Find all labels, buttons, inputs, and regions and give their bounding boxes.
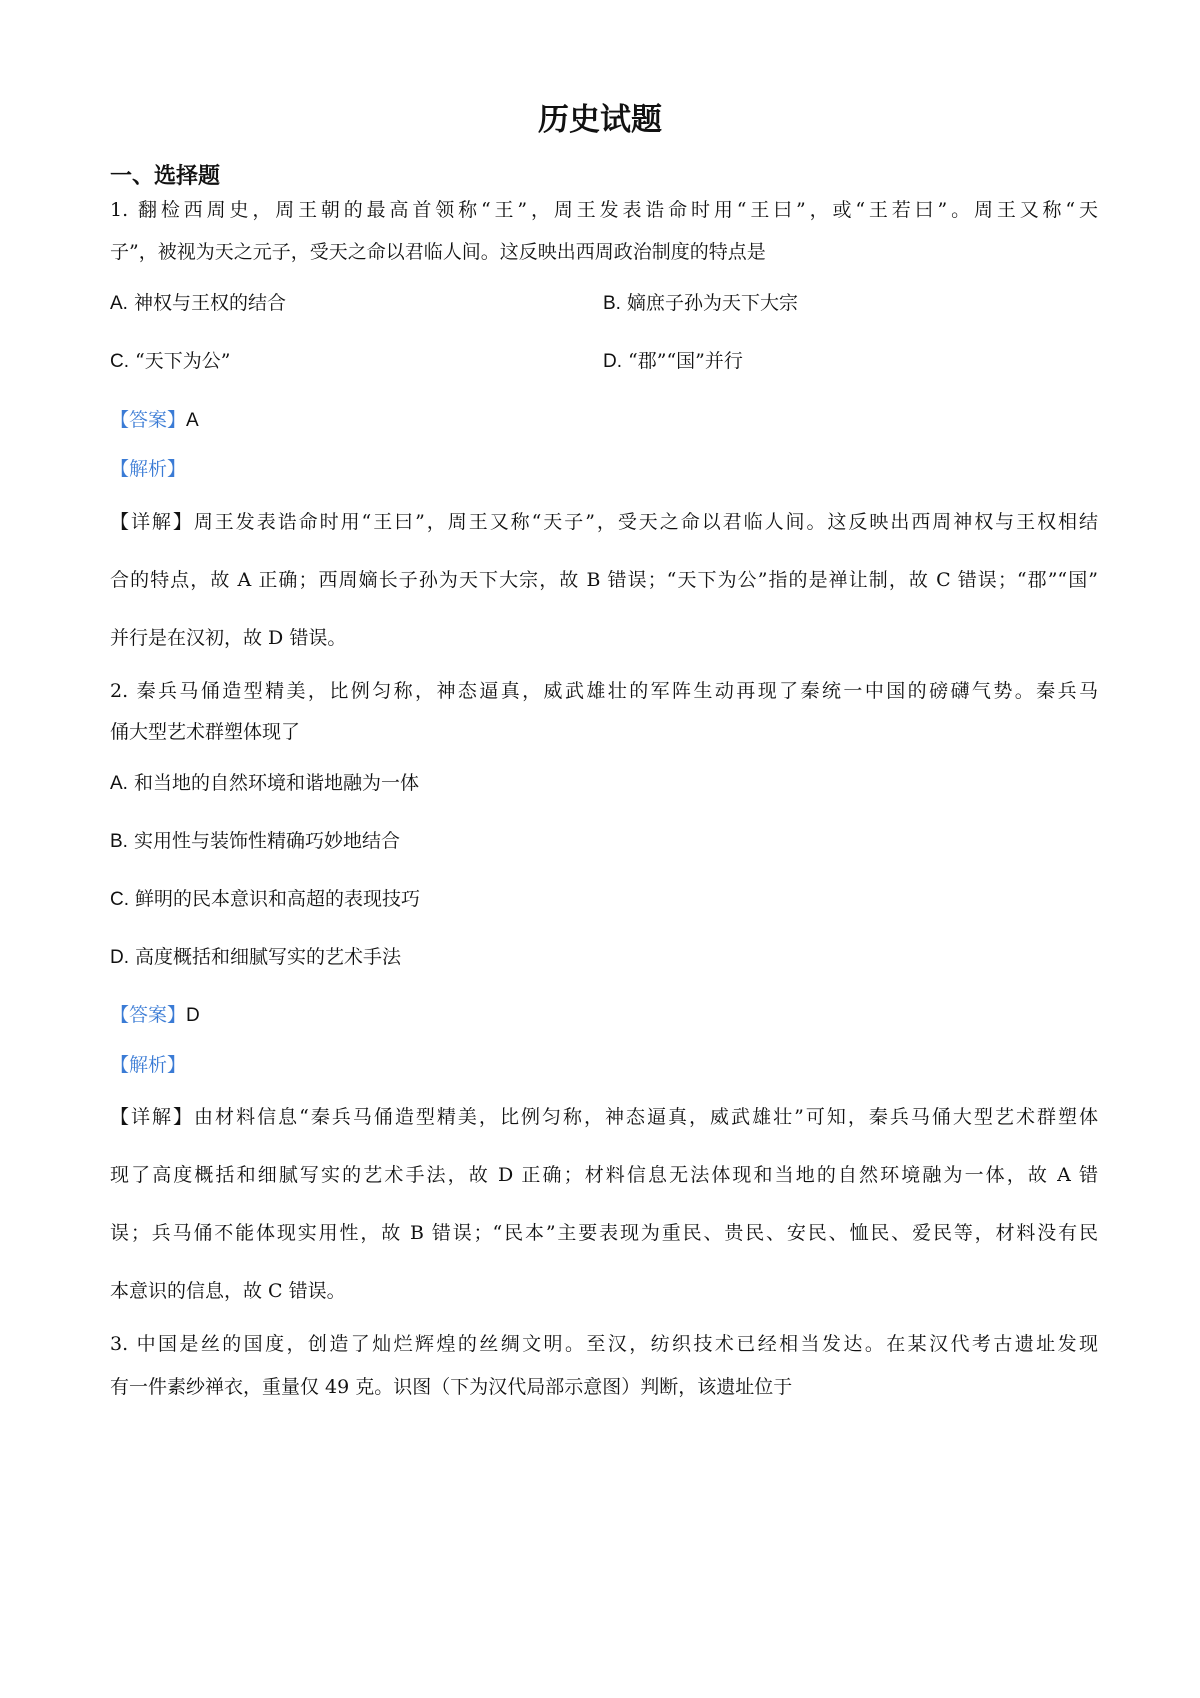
- q1-stem-line-2: 子”，被视为天之元子，受天之命以君临人间。这反映出西周政治制度的特点是: [110, 241, 766, 263]
- option-letter: C.: [110, 889, 129, 910]
- option-text: “郡”“国”并行: [628, 350, 743, 372]
- answer-value: A: [186, 410, 199, 431]
- option-text: “天下为公”: [135, 350, 231, 372]
- q1-option-d: [603, 347, 743, 376]
- q2-detail-line-1: 【详解】由材料信息“秦兵马俑造型精美，比例匀称，神态逼真，威武雄壮”可知，秦兵马俑大型艺术群塑体: [110, 1106, 1098, 1128]
- q1-option-c: [110, 347, 230, 376]
- answer-tag: 【答案】: [110, 1004, 187, 1026]
- answer-tag: 【答案】: [110, 409, 187, 431]
- q1-option-b: [603, 289, 798, 318]
- option-text: 鲜明的民本意识和高超的表现技巧: [135, 888, 421, 910]
- q2-stem-line-2: 俑大型艺术群塑体现了: [110, 721, 301, 743]
- option-letter: D.: [110, 947, 129, 968]
- q2-option-b: [110, 827, 400, 856]
- option-letter: C.: [110, 351, 129, 372]
- q1-detail-line-1: 【详解】周王发表诰命时用“王曰”，周王又称“天子”，受天之命以君临人间。这反映出西周神权与王权相结: [110, 511, 1098, 533]
- q2-option-c: [110, 885, 420, 914]
- q2-answer: [110, 1001, 200, 1030]
- option-text: 高度概括和细腻写实的艺术手法: [135, 946, 402, 968]
- option-letter: A.: [110, 293, 128, 314]
- answer-value: D: [186, 1005, 200, 1026]
- option-text: 神权与王权的结合: [134, 292, 287, 314]
- q1-detail-line-2: 合的特点，故 A 正确；西周嫡长子孙为天下大宗，故 B 错误；“天下为公”指的是禅让制，故 C 错误；“郡”“国”: [110, 569, 1098, 591]
- q1-stem-line-1: 1. 翻检西周史，周王朝的最高首领称“王”，周王发表诰命时用“王曰”，或“王若曰”。周王又称“天: [110, 199, 1098, 221]
- q2-detail-line-3: 误；兵马俑不能体现实用性，故 B 错误；“民本”主要表现为重民、贵民、安民、恤民、爱民等，材料没有民: [110, 1222, 1098, 1244]
- option-letter: A.: [110, 773, 128, 794]
- q2-analysis-tag: 【解析】: [110, 1054, 187, 1076]
- q1-answer: [110, 406, 199, 435]
- option-text: 嫡庶子孙为天下大宗: [627, 292, 799, 314]
- q2-stem-line-1: 2. 秦兵马俑造型精美，比例匀称，神态逼真，威武雄壮的军阵生动再现了秦统一中国的磅礴气势。秦兵马: [110, 680, 1098, 702]
- option-letter: D.: [603, 351, 622, 372]
- q3-stem-line-2: 有一件素纱禅衣，重量仅 49 克。识图（下为汉代局部示意图）判断，该遗址位于: [110, 1376, 793, 1398]
- page-title: 历史试题: [538, 102, 662, 138]
- q2-option-d: [110, 943, 401, 972]
- option-text: 和当地的自然环境和谐地融为一体: [134, 772, 420, 794]
- q3-stem-line-1: 3. 中国是丝的国度，创造了灿烂辉煌的丝绸文明。至汉，纺织技术已经相当发达。在某汉代考古遗址发现: [110, 1333, 1098, 1355]
- option-letter: B.: [603, 293, 621, 314]
- q2-detail-line-4: 本意识的信息，故 C 错误。: [110, 1280, 346, 1302]
- q1-option-a: [110, 289, 286, 318]
- q2-detail-line-2: 现了高度概括和细腻写实的艺术手法，故 D 正确；材料信息无法体现和当地的自然环境融为一体，故 A 错: [110, 1164, 1098, 1186]
- q1-detail-line-3: 并行是在汉初，故 D 错误。: [110, 627, 347, 649]
- q2-option-a: [110, 769, 419, 798]
- section-heading: 一、选择题: [110, 164, 221, 189]
- option-text: 实用性与装饰性精确巧妙地结合: [134, 830, 401, 852]
- option-letter: B.: [110, 831, 128, 852]
- q1-analysis-tag: 【解析】: [110, 458, 187, 480]
